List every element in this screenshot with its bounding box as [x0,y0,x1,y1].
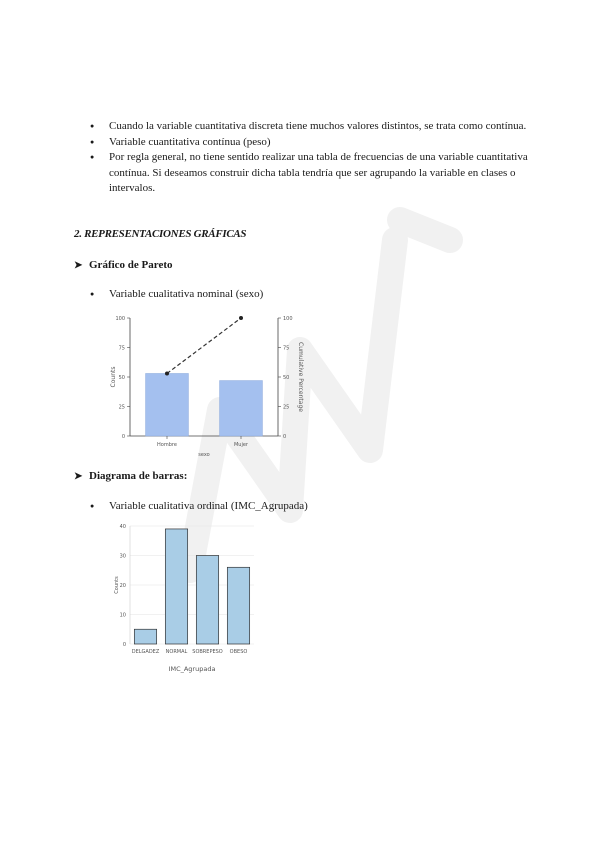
y2-tick-label: 25 [283,404,290,411]
y-tick-label: 20 [119,583,126,589]
x-tick-label: Mujer [233,442,249,448]
y-tick-label: 100 [115,316,125,322]
x-tick-label: NORMAL [165,649,188,655]
imc-bar-chart [108,518,258,680]
imc-bar [196,556,218,645]
y-tick-label: 50 [118,375,125,381]
y-tick-label: 30 [119,553,126,560]
arrow-bullet-icon: ➤ [74,260,83,271]
y-axis-label: Counts [114,576,120,594]
imc-bar [227,567,249,644]
y-tick-label: 40 [119,524,126,530]
y-tick-label: 0 [121,434,125,440]
y2-axis-label: Cumulative Percentage [297,342,304,412]
y2-tick-label: 0 [283,434,287,440]
y-tick-label: 10 [119,612,126,619]
bars-bullet [90,500,308,512]
x-tick-label: SOBREPESO [192,649,223,655]
bullet-item: ● Cuando la variable cuantitativa discreta tiene muchos valores distintos, se trata como contínua. [88,119,528,135]
pareto-bar [146,373,189,436]
pareto-heading [74,259,173,271]
y-tick-label: 75 [118,345,125,352]
bullet-dot-icon: ● [90,502,95,510]
y-axis-label: Counts [110,366,117,388]
bullet-item: ● Variable cuantitativa contínua (peso) [88,135,528,151]
x-axis-label: sexo [198,452,210,458]
section-heading: 2. REPRESENTACIONES GRÁFICAS [74,228,247,240]
y2-tick-label: 100 [283,316,293,322]
imc-bar [165,529,187,644]
bars-bullet-text: Variable cualitativa ordinal (IMC_Agrupada) [109,500,308,512]
x-axis-label: IMC_Agrupada [168,665,216,673]
cumulative-point [239,316,243,320]
pareto-bullet-text: Variable cualitativa nominal (sexo) [109,288,264,300]
bars-heading [74,470,187,482]
x-tick-label: DELGADEZ [131,649,160,655]
pareto-chart [108,310,308,465]
y2-tick-label: 50 [283,375,290,381]
y-tick-label: 25 [118,404,125,411]
bullet-item: ● Por regla general, no tiene sentido realizar una tabla de frecuencias de una variable cuantitativa contínua. Si deseamos construir dicha tabla tendría que ser agrupando la variable en clases o intervalos. [88,150,528,197]
y-tick-label: 0 [122,642,126,648]
imc-bar [134,629,156,644]
pareto-bullet [90,288,263,300]
bullet-dot-icon: ● [90,290,95,298]
bars-heading-text: Diagrama de barras: [89,470,188,482]
x-tick-label: OBESO [229,649,248,655]
pareto-bar [220,381,263,436]
pareto-heading-text: Gráfico de Pareto [89,259,173,271]
y2-tick-label: 75 [283,345,290,352]
arrow-bullet-icon: ➤ [74,471,83,482]
x-tick-label: Hombre [157,442,177,448]
cumulative-line [167,318,241,373]
intro-bullets [88,119,528,197]
cumulative-point [165,371,169,375]
